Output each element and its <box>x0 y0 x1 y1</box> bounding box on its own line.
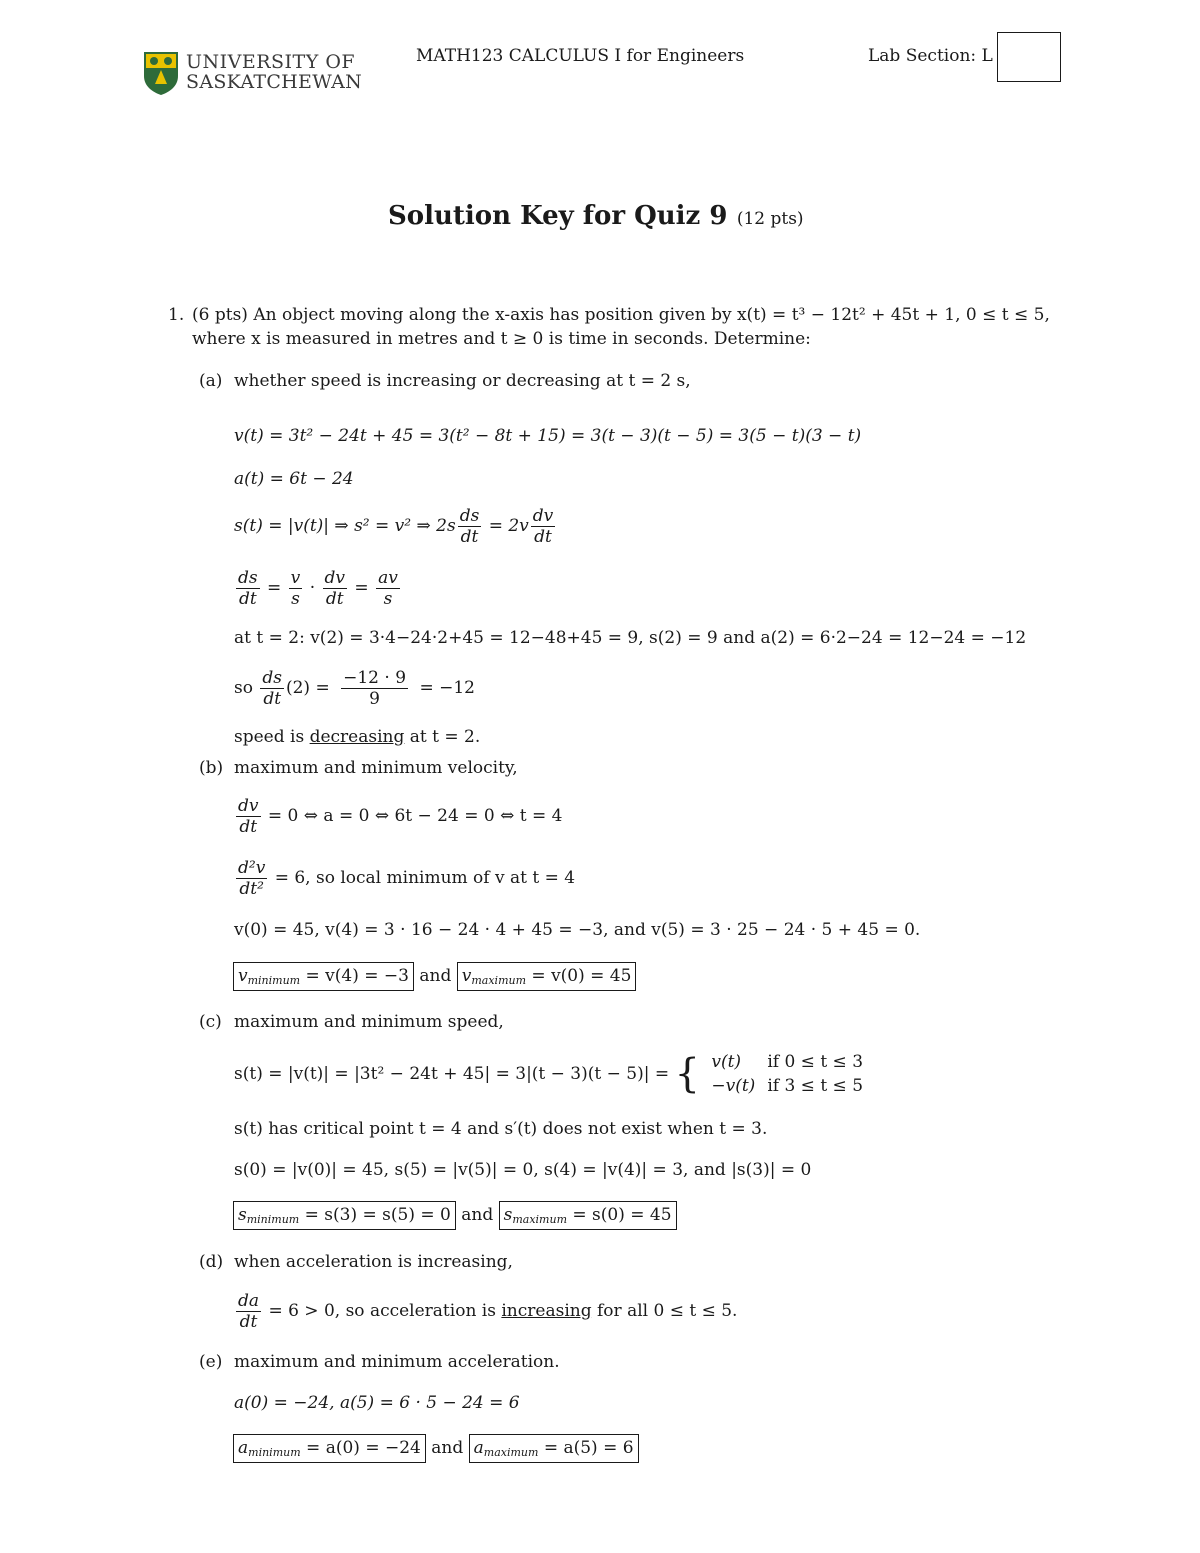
part-e-label: (e) <box>199 1352 223 1372</box>
acceleration-equation: a(t) = 6t − 24 <box>234 469 354 489</box>
a-max-box: $a_{maximum} = a(5) = 6$ <box>469 1434 639 1463</box>
dv-dt-zero: $\frac{dv}{dt}$ = 0 ⇔ a = 0 ⇔ 6t − 24 = 0 ⇔ t = 4 <box>238 796 563 837</box>
v-min-box: $v_{minimum} = v(4) = -3$ <box>233 962 414 991</box>
ds-dt-formula: $\frac{ds}{dt}$ = $\frac{v}{s}$ · $\frac{dv}{dt}$ = $\frac{av}{s}$ <box>238 568 398 609</box>
course-title: MATH123 CALCULUS I for Engineers <box>416 46 745 66</box>
acceleration-extrema: $a_{minimum} = a(0) = -24$ and $a_{maximum} = a(5) = 6$ <box>233 1434 639 1463</box>
university-name: UNIVERSITY OF SASKATCHEWAN <box>186 51 363 93</box>
shield-icon <box>142 50 180 96</box>
speed-extrema: $s_{minimum} = s(3) = s(5) = 0$ and $s_{maximum} = s(0) = 45$ <box>233 1201 677 1230</box>
part-a-conclusion: speed is decreasing at t = 2. <box>234 727 481 747</box>
ds-dt-at-2: so $\frac{ds}{dt}$ (2) = $\frac{-12 \cdot 9}{9}$ = −12 <box>234 668 475 709</box>
page-title <box>388 201 804 231</box>
part-b-prompt: maximum and minimum velocity, <box>234 758 518 778</box>
piecewise-cases: v(t) if 0 ≤ t ≤ 3 −v(t) if 3 ≤ t ≤ 5 <box>711 1052 864 1096</box>
velocity-values: v(0) = 45, v(4) = 3 · 16 − 24 · 4 + 45 = −3, and v(5) = 3 · 25 − 24 · 5 + 45 = 0. <box>234 920 921 940</box>
da-dt-line: $\frac{da}{dt}$ = 6 > 0, so acceleration is increasing for all 0 ≤ t ≤ 5. <box>238 1291 738 1332</box>
part-c-label: (c) <box>199 1012 222 1032</box>
lab-section-label: Lab Section: L <box>868 46 993 66</box>
velocity-extrema: $v_{minimum} = v(4) = -3$ and $v_{maximum} = v(0) = 45$ <box>233 962 636 991</box>
s-max-box: $s_{maximum} = s(0) = 45$ <box>499 1201 677 1230</box>
lab-section-input[interactable] <box>997 32 1061 82</box>
acceleration-values: a(0) = −24, a(5) = 6 · 5 − 24 = 6 <box>234 1393 520 1413</box>
velocity-equation: v(t) = 3t² − 24t + 45 = 3(t² − 8t + 15) = 3(t − 3)(t − 5) = 3(5 − t)(3 − t) <box>234 426 862 446</box>
part-c-prompt: maximum and minimum speed, <box>234 1012 504 1032</box>
part-d-prompt: when acceleration is increasing, <box>234 1252 513 1272</box>
critical-point-text: s(t) has critical point t = 4 and s′(t) does not exist when t = 3. <box>234 1119 768 1139</box>
part-a-prompt: whether speed is increasing or decreasing at t = 2 s, <box>234 371 691 391</box>
question-intro-line2: where x is measured in metres and t ≥ 0 is time in seconds. Determine: <box>192 329 811 349</box>
values-at-t2: at t = 2: v(2) = 3·4−24·2+45 = 12−48+45 = 9, s(2) = 9 and a(2) = 6·2−24 = 12−24 = −12 <box>234 628 1027 648</box>
part-e-prompt: maximum and minimum acceleration. <box>234 1352 560 1372</box>
s-min-box: $s_{minimum} = s(3) = s(5) = 0$ <box>233 1201 456 1230</box>
title-points: (12 pts) <box>736 209 804 229</box>
speed-derivative-line: s(t) = |v(t)| ⇒ s² = v² ⇒ 2s $\frac{ds}{dt}$ = 2v $\frac{dv}{dt}$ <box>234 506 554 547</box>
second-derivative: $\frac{\text{d²v}}{\text{dt²}}$ = 6, so local minimum of v at t = 4 <box>238 858 576 899</box>
speed-values: s(0) = |v(0)| = 45, s(5) = |v(5)| = 0, s(4) = |v(4)| = 3, and |s(3)| = 0 <box>234 1160 812 1180</box>
part-b-label: (b) <box>199 758 224 778</box>
question-number: 1. <box>168 305 185 325</box>
part-a-label: (a) <box>199 371 223 391</box>
a-min-box: $a_{minimum} = a(0) = -24$ <box>233 1434 426 1463</box>
question-intro-line1: (6 pts) An object moving along the x-axis has position given by x(t) = t³ − 12t² + 45t + 1, 0 ≤ t ≤ 5, <box>192 305 1050 325</box>
v-max-box: $v_{maximum} = v(0) = 45$ <box>457 962 637 991</box>
part-d-label: (d) <box>199 1252 224 1272</box>
title-main: Solution Key for Quiz 9 <box>388 201 728 231</box>
university-logo <box>142 50 363 98</box>
speed-piecewise: s(t) = |v(t)| = |3t² − 24t + 45| = 3|(t − 3)(t − 5)| = { v(t) if 0 ≤ t ≤ 3 −v(t) if 3 ≤ t ≤ 5 <box>234 1050 869 1098</box>
